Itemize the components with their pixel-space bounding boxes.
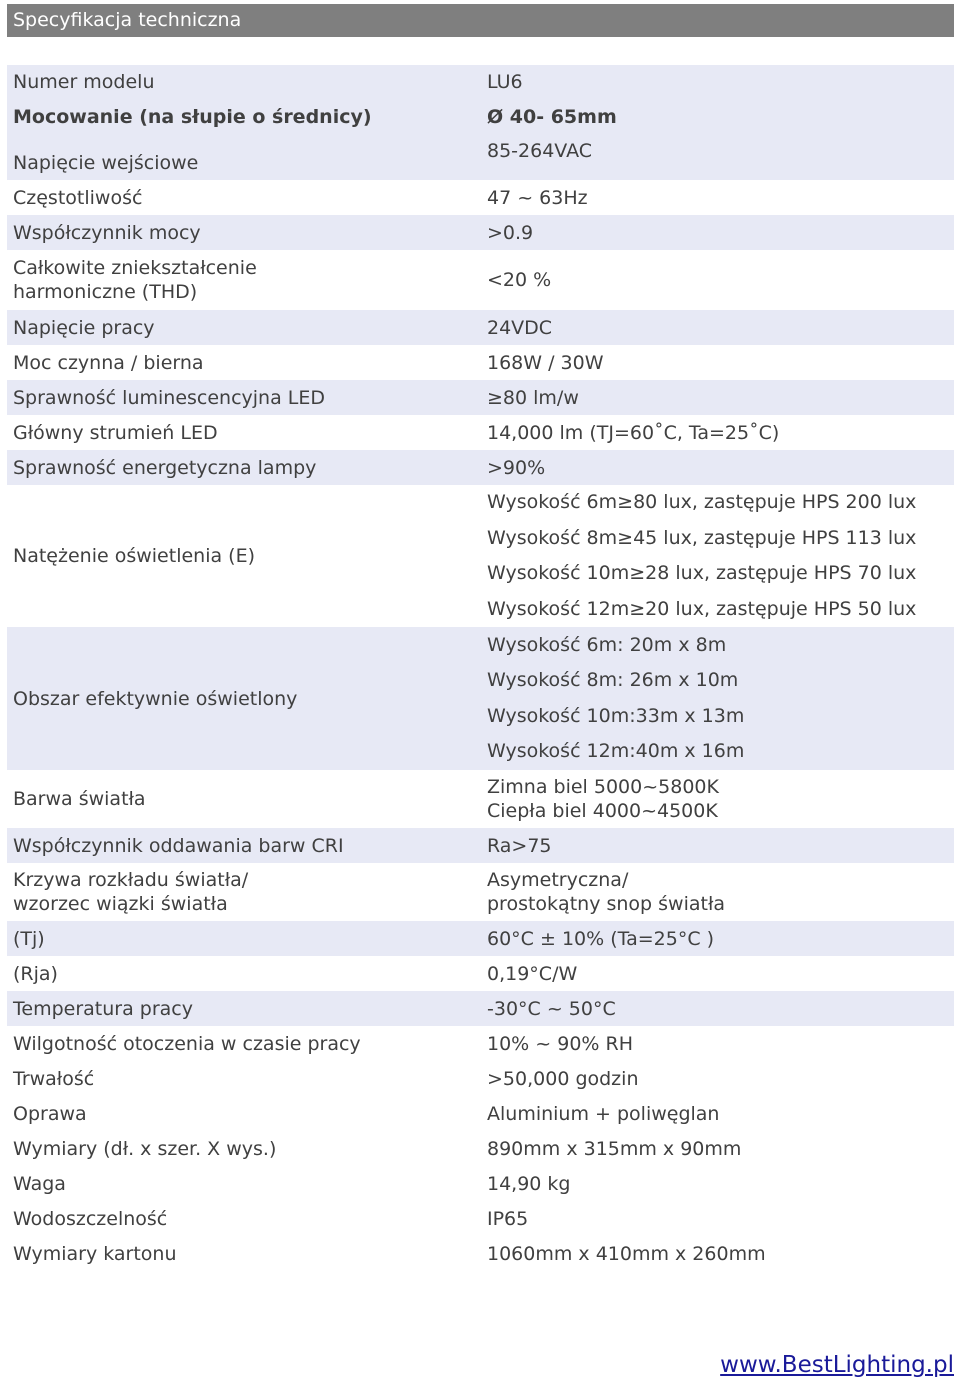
spec-value xyxy=(481,927,954,951)
spec-label-line: Numer modelu xyxy=(13,71,155,93)
spec-label xyxy=(7,687,481,711)
spec-row xyxy=(7,485,954,627)
spec-label-line: Krzywa rozkładu światła/ xyxy=(13,869,249,891)
spec-value xyxy=(481,456,954,480)
spec-row xyxy=(7,65,954,99)
spec-value-line: Ra>75 xyxy=(487,834,552,857)
spec-label-line: Trwałość xyxy=(13,1067,95,1090)
spec-label xyxy=(7,927,481,951)
spec-value-line: -30°C ~ 50°C xyxy=(487,997,616,1020)
spec-label-line: Waga xyxy=(13,1172,66,1195)
spec-value-line: Asymetryczna/ xyxy=(487,869,629,891)
spec-value xyxy=(481,628,954,770)
spec-row xyxy=(7,991,954,1026)
spec-value-line: <20 % xyxy=(487,269,552,291)
spec-label-line: harmoniczne (THD) xyxy=(13,281,198,303)
spec-label xyxy=(7,962,481,986)
spec-value xyxy=(481,775,954,823)
spec-row xyxy=(7,99,954,134)
spec-value xyxy=(481,834,954,858)
spec-value xyxy=(481,1207,954,1231)
spec-value-line: Wysokość 6m≥80 lux, zastępuje HPS 200 lux xyxy=(487,491,917,513)
spec-row xyxy=(7,828,954,863)
spec-label-line: Współczynnik oddawania barw CRI xyxy=(13,834,344,857)
spec-label xyxy=(7,834,481,858)
spec-value-line: 14,000 lm (TJ=60˚C, Ta=25˚C) xyxy=(487,421,780,444)
spec-label-line: Wymiary (dł. x szer. X wys.) xyxy=(13,1137,277,1160)
spec-value-line: >50,000 godzin xyxy=(487,1067,639,1090)
spec-value xyxy=(481,997,954,1021)
spec-row xyxy=(7,627,954,770)
spec-value xyxy=(481,386,954,410)
spec-row xyxy=(7,956,954,991)
spec-value-line: Wysokość 10m≥28 lux, zastępuje HPS 70 lux xyxy=(487,562,917,584)
spec-row xyxy=(7,921,954,956)
spec-label xyxy=(7,351,481,375)
spec-value-line: 60°C ± 10% (Ta=25°C ) xyxy=(487,927,715,950)
spec-label xyxy=(7,386,481,410)
spec-row xyxy=(7,1096,954,1131)
spec-value-line: >90% xyxy=(487,456,546,479)
spec-label xyxy=(7,1207,481,1231)
spec-value-line: Wysokość 6m: 20m x 8m xyxy=(487,633,727,656)
spec-value xyxy=(481,868,954,916)
spec-label xyxy=(7,105,481,129)
spec-value-line: 47 ~ 63Hz xyxy=(487,186,588,209)
spec-label-line: (Tj) xyxy=(13,927,45,950)
spec-value xyxy=(481,316,954,340)
spec-row xyxy=(7,180,954,215)
spec-value-line: 0,19°C/W xyxy=(487,962,578,985)
spec-value xyxy=(481,1102,954,1126)
spec-value xyxy=(481,268,954,292)
spec-label-line: Temperatura pracy xyxy=(13,997,193,1020)
spec-label-line: Natężenie oświetlenia (E) xyxy=(13,545,255,567)
spec-table xyxy=(7,65,954,1271)
spec-value xyxy=(481,1242,954,1266)
spec-label xyxy=(7,1032,481,1056)
spec-label-line: Wodoszczelność xyxy=(13,1207,168,1230)
section-title: Specyfikacja techniczna xyxy=(13,9,242,31)
spec-label-line: Częstotliwość xyxy=(13,186,143,209)
spec-label-line: Obszar efektywnie oświetlony xyxy=(13,687,298,710)
spec-row xyxy=(7,215,954,250)
spec-value xyxy=(481,1137,954,1161)
spec-value xyxy=(481,139,954,163)
spec-value-line: 890mm x 315mm x 90mm xyxy=(487,1137,742,1160)
spec-row xyxy=(7,863,954,921)
spec-value-line: 1060mm x 410mm x 260mm xyxy=(487,1242,766,1265)
spec-label xyxy=(7,997,481,1021)
spec-value-line: IP65 xyxy=(487,1207,529,1230)
spec-label xyxy=(7,1172,481,1196)
spec-row xyxy=(7,310,954,345)
spec-value-line: >0.9 xyxy=(487,221,534,244)
spec-label-line: Współczynnik mocy xyxy=(13,221,201,244)
spec-value-line: Wysokość 8m≥45 lux, zastępuje HPS 113 lux xyxy=(487,526,917,549)
spec-row xyxy=(7,1026,954,1061)
spec-value-line: 168W / 30W xyxy=(487,351,604,374)
spec-label-line: wzorzec wiązki światła xyxy=(13,893,228,915)
spec-label xyxy=(7,70,481,94)
spec-value-line: 10% ~ 90% RH xyxy=(487,1032,633,1055)
spec-label xyxy=(7,1067,481,1091)
spec-label-line: Napięcie pracy xyxy=(13,316,155,339)
spec-value-line: Ciepła biel 4000~4500K xyxy=(487,800,718,822)
spec-label xyxy=(7,868,481,916)
spec-value-line: prostokątny snop światła xyxy=(487,893,725,915)
spec-label-line: Sprawność energetyczna lampy xyxy=(13,456,317,479)
spec-label xyxy=(7,221,481,245)
spec-value-line: 24VDC xyxy=(487,316,553,339)
spec-label-line: Wymiary kartonu xyxy=(13,1242,177,1265)
spec-value xyxy=(481,1032,954,1056)
spec-row xyxy=(7,415,954,450)
spec-row xyxy=(7,134,954,180)
section-header xyxy=(7,4,954,37)
spec-value xyxy=(481,105,954,129)
spec-label-line: Mocowanie (na słupie o średnicy) xyxy=(13,105,372,128)
spec-label xyxy=(7,256,481,304)
spec-value xyxy=(481,962,954,986)
spec-label-line: Napięcie wejściowe xyxy=(13,152,199,174)
spec-label-line: Oprawa xyxy=(13,1102,87,1125)
spec-value-line: ≥80 lm/w xyxy=(487,386,579,409)
spec-value xyxy=(481,1172,954,1196)
spec-row xyxy=(7,1236,954,1271)
spec-value xyxy=(481,1067,954,1091)
spec-label xyxy=(7,787,481,811)
spec-row xyxy=(7,1166,954,1201)
spec-value-line: Wysokość 10m:33m x 13m xyxy=(487,704,745,727)
spec-row xyxy=(7,1201,954,1236)
website-link[interactable]: www.BestLighting.pl xyxy=(720,1352,954,1378)
spec-value-line: Wysokość 12m≥20 lux, zastępuje HPS 50 lux xyxy=(487,597,917,620)
spec-row xyxy=(7,380,954,415)
spec-label xyxy=(7,186,481,210)
spec-label-line: Sprawność luminescencyjna LED xyxy=(13,386,325,409)
spec-value xyxy=(481,351,954,375)
spec-value-line: Aluminium + poliwęglan xyxy=(487,1102,720,1125)
spec-value xyxy=(481,485,954,627)
spec-value-line: Ø 40- 65mm xyxy=(487,105,617,128)
spec-label-line: Moc czynna / bierna xyxy=(13,351,204,374)
spec-value xyxy=(481,70,954,94)
spec-value-line: Zimna biel 5000~5800K xyxy=(487,776,719,798)
spec-label xyxy=(7,151,481,175)
spec-row xyxy=(7,1061,954,1096)
spec-label xyxy=(7,1102,481,1126)
spec-label-line: (Rja) xyxy=(13,962,58,985)
spec-row xyxy=(7,345,954,380)
spec-label-line: Wilgotność otoczenia w czasie pracy xyxy=(13,1032,361,1055)
spec-row xyxy=(7,1131,954,1166)
spec-value-line: LU6 xyxy=(487,71,523,93)
spec-label xyxy=(7,1242,481,1266)
spec-value-line: 14,90 kg xyxy=(487,1172,571,1195)
spec-label xyxy=(7,456,481,480)
spec-label xyxy=(7,544,481,568)
spec-label xyxy=(7,1137,481,1161)
spec-value-line: Wysokość 8m: 26m x 10m xyxy=(487,669,739,691)
spec-value xyxy=(481,186,954,210)
spec-label-line: Całkowite zniekształcenie xyxy=(13,257,257,279)
spec-label xyxy=(7,421,481,445)
spec-label xyxy=(7,316,481,340)
spec-value xyxy=(481,421,954,445)
spec-label-line: Główny strumień LED xyxy=(13,421,218,444)
spec-row xyxy=(7,770,954,828)
spec-value-line: Wysokość 12m:40m x 16m xyxy=(487,740,745,762)
spec-value xyxy=(481,221,954,245)
spec-label-line: Barwa światła xyxy=(13,788,146,810)
spec-row xyxy=(7,250,954,310)
spec-value-line: 85-264VAC xyxy=(487,140,593,162)
spec-row xyxy=(7,450,954,485)
